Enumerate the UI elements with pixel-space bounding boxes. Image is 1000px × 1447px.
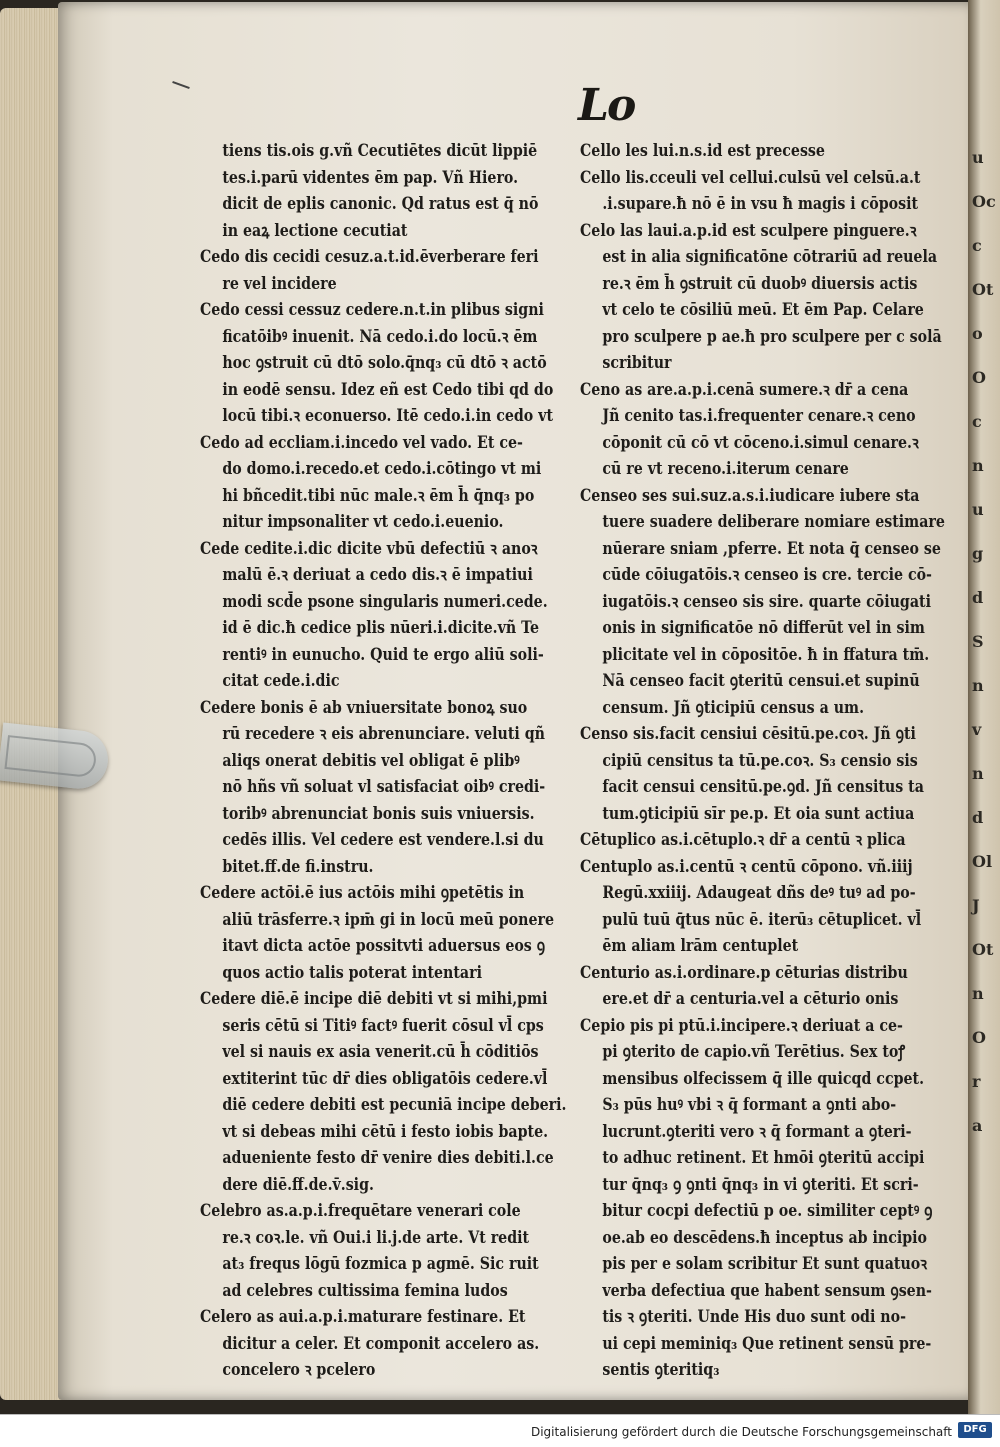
text-line: lucrunt.ꝯteriti vero ꝛ q̄ formant a ꝯteri- [602, 1121, 912, 1141]
text-line: Celo las laui.a.p.id est sculpere pinguere.ꝛ [580, 220, 917, 240]
next-page-fragment: c [972, 412, 982, 431]
text-line: cōponit cū cō vt cōceno.i.simul cenare.ꝛ [602, 432, 919, 452]
text-line: concelero ꝛ pcelero [222, 1360, 376, 1379]
next-page-fragment: Oc [972, 192, 996, 211]
text-line: rū recedere ꝛ eis abrenunciare. veluti qñ [222, 724, 545, 743]
next-page-fragment: r [972, 1072, 981, 1091]
text-line: tiens tis.ois g.vñ Cecutiētes dicūt lippiē [222, 141, 538, 160]
next-page-fragment: u [972, 500, 984, 519]
text-line: vel si nauis ex asia venerit.cū h̄ cōditiōs [222, 1042, 539, 1061]
text-line: aliqs onerat debitis vel obligat ē plibꝰ [222, 750, 520, 770]
next-page-fragment: a [972, 1116, 983, 1135]
text-line: pi ꝯterito de capio.vñ Terētius. Sex toꝭ [602, 1042, 906, 1061]
text-line: modi scd̄e psone singularis numeri.cede. [222, 591, 548, 611]
text-line: scribitur [602, 353, 672, 372]
text-line: at₃ frequs lōgū fozmica p agmē. Sic ruit [222, 1254, 539, 1273]
text-line: Cello les lui.n.s.id est precesse [580, 141, 825, 160]
footer-bar [0, 1414, 1000, 1447]
text-line: Censo sis.facit censiui cēsitū.pe.coꝛ. Jñ ꝯti [580, 724, 916, 743]
next-page-fragment: n [972, 676, 984, 695]
text-line: do domo.i.recedo.et cedo.i.cōtingo vt mi [222, 459, 542, 478]
text-line: Centurio as.i.ordinare.p cēturias distribu [580, 962, 908, 982]
text-line: S₃ pūs huꝰ vbi ꝛ q̄ formant a ꝯnti abo- [602, 1095, 897, 1114]
next-page-fragment: O [972, 1028, 986, 1047]
text-line: ere.et dr̄ a centuria.vel a cēturio onis [602, 989, 899, 1008]
text-line: Cello lis.cceuli vel cellui.culsū vel celsū.a.t [580, 167, 921, 187]
next-page-fragment: u [972, 148, 984, 167]
next-page-fragment: g [972, 544, 984, 563]
text-line: itavt dicta actōe possitvti aduersus eos ꝯ [222, 936, 546, 955]
text-line: rentiꝰ in eunucho. Quid te ergo aliū soli- [222, 644, 544, 664]
text-line: Cētuplico as.i.cētuplo.ꝛ dr̄ a centū ꝛ plica [580, 830, 906, 849]
text-line: diē cedere debiti est pecuniā incipe deberi. [222, 1095, 567, 1114]
text-line: Cedo dis cecidi cesuz.a.t.id.ēverberare feri [200, 247, 539, 266]
text-line: bitet.ff.de fi.instru. [222, 856, 374, 876]
text-line: adueniente festo dr̄ venire dies debiti.l.ce [222, 1148, 554, 1167]
text-line: vt si debeas mihi cētū i festo iobis bapte. [222, 1121, 549, 1141]
text-line: Cede cedite.i.dic dicite vbū defectiū ꝛ anoꝛ [200, 538, 538, 558]
text-line: in eodē sensu. Idez eñ est Cedo tibi qd do [222, 379, 554, 399]
text-line: tur q̄nq₃ ꝯ ꝯnti q̄nq₃ in vi ꝯteriti. Et scri- [602, 1174, 919, 1194]
dfg-logo-icon: DFG [958, 1422, 992, 1438]
page-header: Lo [578, 80, 635, 131]
text-line: malū ē.ꝛ deriuat a cedo dis.ꝛ ē impatiui [222, 565, 533, 584]
text-line: censum. Jñ ꝯticipiū census a um. [602, 697, 865, 717]
text-line: ui cepi meminiq₃ Que retinent sensū pre- [602, 1333, 932, 1353]
text-line: cū re vt receno.i.iterum cenare [602, 459, 849, 478]
text-line: dicit de eplis canonic. Qd ratus est q̄ nō [222, 194, 539, 213]
right-column [580, 138, 955, 1384]
text-line: ficatōibꝰ inuenit. Nā cedo.i.do locū.ꝛ ēm [222, 326, 538, 346]
text-line: facit censui censitū.pe.ꝯd. Jñ censitus ta [602, 777, 924, 796]
text-line: hoc ꝯstruit cū dtō solo.q̄nq₃ cū dtō ꝛ actō [222, 353, 547, 372]
text-line: tis ꝛ ꝯteriti. Unde His duo sunt odi no- [602, 1307, 906, 1326]
text-line: dere diē.ff.de.v̄.sig. [222, 1174, 374, 1194]
text-line: nūerare sniam ,pferre. Et nota q̄ censeo se [602, 538, 941, 558]
next-page-edge [968, 0, 1000, 1414]
next-page-fragment: Ot [972, 940, 994, 959]
next-page-fragment: n [972, 984, 984, 1003]
text-line: in eaꝝ lectione cecutiat [222, 220, 408, 240]
text-line: Centuplo as.i.centū ꝛ centū cōpono. vñ.iiij [580, 856, 913, 876]
text-line: re.ꝛ ēm h̄ ꝯstruit cū duobꝰ diuersis actis [602, 273, 918, 293]
text-line: to adhuc retinent. Et hmōi ꝯteritū accipi [602, 1148, 925, 1167]
next-page-fragment: c [972, 236, 982, 255]
text-line: iugatōis.ꝛ censeo sis sire. quarte cōiugati [602, 591, 931, 611]
text-line: Ceno as are.a.p.i.cenā sumere.ꝛ dr̄ a cena [580, 379, 909, 399]
text-line: tuere suadere deliberare nomiare estimare [602, 512, 945, 531]
text-line: nō hñs vñ soluat vl satisfaciat oibꝰ credi- [222, 777, 546, 796]
next-page-fragment: n [972, 456, 984, 475]
book-page-edges [0, 8, 64, 1400]
text-line: Cedo cessi cessuz cedere.n.t.in plibus signi [200, 300, 544, 319]
text-line: vt celo te cōsiliū meū. Et ēm Pap. Celare [602, 300, 924, 319]
text-line: .i.supare.ħ nō ē in vsu ħ magis i cōposit [602, 194, 919, 213]
text-line: est in alia significatōne cōtrariū ad reuela [602, 247, 938, 266]
text-line: bitur cocpi defectiū p oe. similiter ceptꝰ ꝯ [602, 1201, 933, 1220]
text-line: aliū trāsferre.ꝛ ipm̄ gi in locū meū ponere [222, 909, 554, 929]
text-line: sentis ꝯteritiq₃ [602, 1360, 720, 1379]
text-line: citat cede.i.dic [222, 671, 340, 690]
text-line: cūde cōiugatōis.ꝛ censeo is cre. tercie cō- [602, 565, 932, 584]
text-line: Celero as aui.a.p.i.maturare festinare. Et [200, 1307, 526, 1326]
next-page-fragment: d [972, 588, 984, 607]
footer-credit: Digitalisierung gefördert durch die Deutsche Forschungsgemeinschaft [530, 1425, 952, 1439]
text-line: Cedo ad eccliam.i.incedo vel vado. Et ce- [200, 432, 523, 452]
text-line: ad celebres cultissima femina ludos [222, 1280, 508, 1300]
next-page-fragment: n [972, 764, 984, 783]
text-line: Cedere bonis ē ab vniuersitate bonoꝝ suo [200, 697, 528, 717]
text-line: tes.i.parū videntes ēm pap. Vñ Hiero. [222, 167, 519, 187]
text-line: seris cētū si Titiꝰ factꝰ fuerit cōsul vl̄ cps [222, 1015, 544, 1035]
text-line: extiterint tūc dr̄ dies obligatōis cedere.vl̄ [222, 1068, 548, 1088]
text-line: Cedere diē.ē incipe diē debiti vt si mihi,pmi [200, 989, 548, 1008]
text-line: pis per e solam scribitur Et sunt quatuoꝛ [602, 1254, 927, 1273]
text-line: plicitate vel in cōpositōe. ħ in ffatura tm̄. [602, 644, 930, 664]
next-page-fragment: d [972, 808, 984, 827]
text-line: quos actio talis poterat intentari [222, 962, 482, 982]
next-page-fragment: v [972, 720, 982, 739]
text-line: re.ꝛ coꝛ.le. vñ Oui.i li.j.de arte. Vt redit [222, 1227, 530, 1247]
text-line: pro sculpere p ae.ħ pro sculpere per c solā [602, 326, 942, 346]
text-line: ēm aliam lrām centuplet [602, 936, 799, 955]
text-line: cipiū censitus ta tū.pe.coꝛ. S₃ censio sis [602, 750, 918, 770]
text-line: Celebro as.a.p.i.frequētare venerari cole [200, 1201, 521, 1220]
text-line: tum.ꝯticipiū sīr pe.p. Et oia sunt actiua [602, 803, 915, 823]
next-page-fragment: Ot [972, 280, 994, 299]
text-line: id ē dic.ħ cedice plis nūeri.i.dicite.vñ Te [222, 618, 540, 637]
text-line: Censeo ses sui.suz.a.s.i.iudicare iubere sta [580, 485, 920, 505]
text-line: re vel incidere [222, 273, 337, 293]
text-line: verba defectiua que habent sensum ꝯsen- [602, 1280, 932, 1300]
text-line: dicitur a celer. Et componit accelero as. [222, 1333, 540, 1353]
text-line: Regū.xxiiij. Adaugeat dñs deꝰ tuꝰ ad po- [602, 883, 916, 902]
next-page-fragment: Ol [972, 852, 993, 871]
text-line: mensibus olfecissem q̄ ille quicqd ccpet. [602, 1068, 925, 1088]
next-page-fragment: o [972, 324, 983, 343]
text-line: pulū tuū q̄tus nūc ē. iterū₃ cētuplicet. vl̄ [602, 909, 922, 929]
text-line: Nā censeo facit ꝯteritū censui.et supinū [602, 671, 920, 690]
paper-clip-loop [4, 735, 97, 778]
text-line: cedēs illis. Vel cedere est vendere.l.si du [222, 830, 544, 849]
text-line: Jñ cenito tas.i.frequenter cenare.ꝛ ceno [602, 406, 916, 425]
next-page-fragment: J [972, 896, 980, 915]
text-line: locū tibi.ꝛ econuerso. Itē cedo.i.in cedo vt [222, 406, 554, 425]
text-line: Cedere actōi.ē ius actōis mihi ꝯpetētis in [200, 883, 525, 902]
left-column [200, 138, 580, 1384]
next-page-fragment: O [972, 368, 986, 387]
text-line: toribꝰ abrenunciat bonis suis vniuersis. [222, 803, 535, 823]
text-line: hi bñcedit.tibi nūc male.ꝛ ēm h̄ q̄nq₃ po [222, 485, 535, 505]
text-line: onis in significatōe nō differūt vel in sim [602, 618, 925, 637]
text-line: oe.ab eo descēdens.ħ inceptus ab incipio [602, 1227, 928, 1247]
text-line: nitur impsonaliter vt cedo.i.euenio. [222, 512, 504, 531]
next-page-fragment: S [972, 632, 984, 651]
text-line: Cepio pis pi ptū.i.incipere.ꝛ deriuat a ce- [580, 1015, 903, 1035]
